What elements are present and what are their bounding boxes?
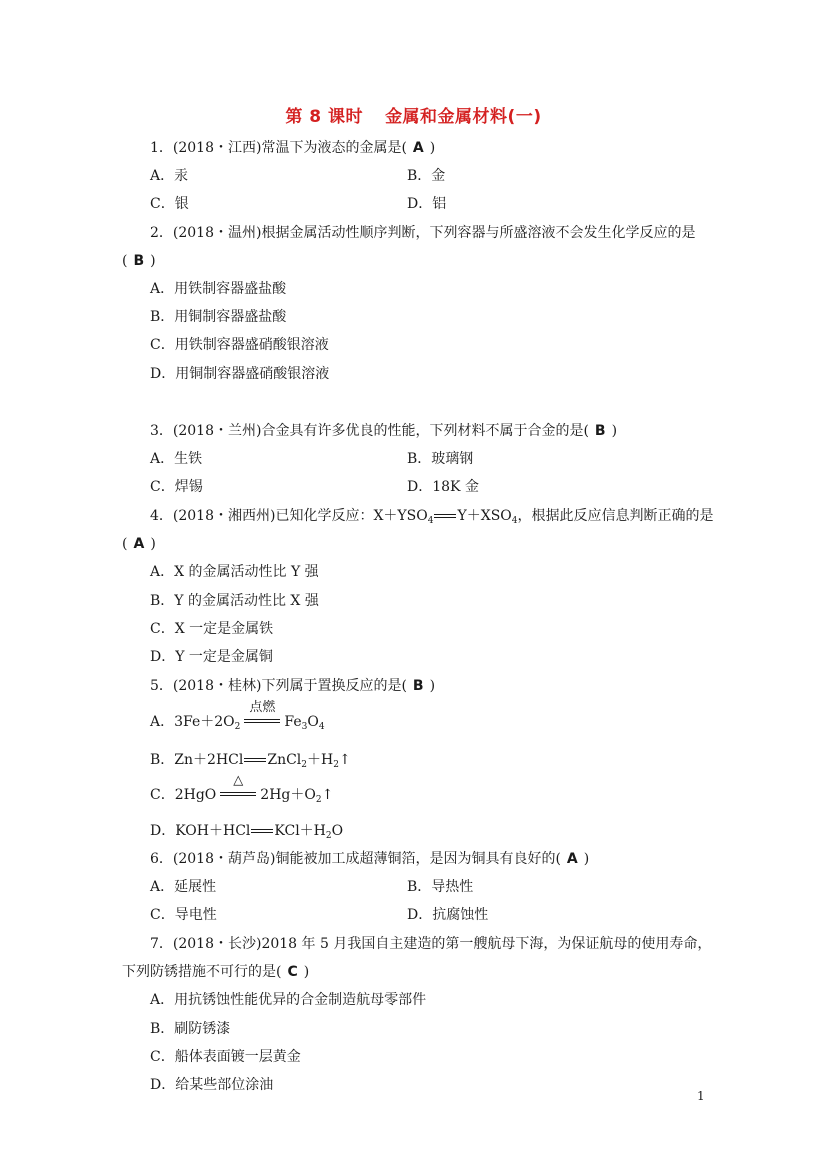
page-number: 1 bbox=[697, 1089, 705, 1103]
question-6-option-c: C．导电性 bbox=[150, 907, 217, 923]
question-3-option-c: C．焊锡 bbox=[150, 479, 203, 495]
question-5-option-c: C．2HgO △ $2Hg+O_2↑$ bbox=[150, 773, 334, 805]
question-3-stem: 3．(2018・兰州)合金具有许多优良的性能，下列材料不属于合金的是( B ) bbox=[150, 423, 618, 439]
question-4-option-b: B．Y 的金属活动性比 X 强 bbox=[150, 593, 319, 609]
question-5-stem: 5．(2018・桂林)下列属于置换反应的是( B ) bbox=[150, 678, 436, 694]
question-5-option-b: B．Zn＋2HCl $ZnCl_2+H_2↑$ bbox=[150, 752, 351, 770]
question-7-option-a: A．用抗锈蚀性能优异的合金制造航母零部件 bbox=[150, 992, 427, 1008]
question-7-option-d: D．给某些部位涂油 bbox=[150, 1077, 274, 1093]
title-lesson: 第 8 课时 bbox=[285, 107, 364, 127]
question-6-stem: 6．(2018・葫芦岛)铜能被加工成超薄铜箔，是因为铜具有良好的( A ) bbox=[150, 851, 590, 867]
equals-sign bbox=[251, 829, 273, 833]
question-4-option-c: C．X 一定是金属铁 bbox=[150, 621, 274, 637]
equals-sign bbox=[434, 514, 456, 518]
question-5-option-a: A．$3Fe+2O_2$ 点燃 $Fe_3O_4$ bbox=[150, 700, 325, 732]
question-4-answer-line: ( A ) bbox=[122, 536, 156, 552]
question-1-option-d: D．铝 bbox=[407, 196, 447, 212]
question-1-stem: 1．(2018・江西)常温下为液态的金属是( A ) bbox=[150, 140, 436, 156]
question-3-option-a: A．生铁 bbox=[150, 451, 203, 467]
question-7-option-c: C．船体表面镀一层黄金 bbox=[150, 1049, 301, 1065]
question-4-stem: 4．(2018・湘西州)已知化学反应：$X+YSO_4$ $Y+XSO_4$，根据此反应信息判断正确的是 bbox=[150, 508, 714, 526]
question-1-option-c: C．银 bbox=[150, 196, 189, 212]
question-6-option-b: B．导热性 bbox=[407, 879, 474, 895]
question-6-answer: A bbox=[566, 851, 578, 867]
question-6-option-a: A．延展性 bbox=[150, 879, 217, 895]
question-5-option-d: D．KOH＋HCl $KCl+H_2O$ bbox=[150, 823, 344, 841]
question-7-answer: C bbox=[287, 964, 298, 980]
question-2-option-a: A．用铁制容器盛盐酸 bbox=[150, 281, 287, 297]
question-1-answer: A bbox=[412, 140, 424, 156]
page-title bbox=[0, 102, 827, 127]
question-6-option-d: D．抗腐蚀性 bbox=[407, 907, 489, 923]
question-7-stem: 7．(2018・长沙)2018 年 5 月我国自主建造的第一艘航母下海，为保证航母的使用寿命， bbox=[150, 936, 712, 952]
question-1-option-b: B．金 bbox=[407, 168, 446, 184]
question-3-option-d: D．18K 金 bbox=[407, 479, 479, 495]
question-4-answer: A bbox=[133, 536, 145, 552]
question-3-answer: B bbox=[594, 423, 606, 439]
reaction-condition: 点燃 bbox=[244, 713, 280, 731]
question-2-option-b: B．用铜制容器盛盐酸 bbox=[150, 309, 287, 325]
question-3-option-b: B．玻璃钢 bbox=[407, 451, 474, 467]
equals-sign bbox=[244, 758, 266, 762]
question-1-option-a: A．汞 bbox=[150, 168, 189, 184]
question-4-option-a: A．X 的金属活动性比 Y 强 bbox=[150, 564, 319, 580]
question-7-stem-continued: 下列防锈措施不可行的是( C ) bbox=[122, 964, 310, 980]
question-2-option-c: C．用铁制容器盛硝酸银溶液 bbox=[150, 337, 329, 353]
reaction-condition: △ bbox=[220, 786, 256, 804]
question-2-answer: B bbox=[133, 253, 145, 269]
question-2-answer-line: ( B ) bbox=[122, 253, 156, 269]
question-4-option-d: D．Y 一定是金属铜 bbox=[150, 649, 273, 665]
question-5-answer: B bbox=[412, 678, 424, 694]
question-2-stem: 2．(2018・温州)根据金属活动性顺序判断，下列容器与所盛溶液不会发生化学反应的是 bbox=[150, 225, 696, 241]
title-topic: 金属和金属材料(一) bbox=[385, 107, 542, 127]
question-7-option-b: B．刷防锈漆 bbox=[150, 1021, 231, 1037]
question-2-option-d: D．用铜制容器盛硝酸银溶液 bbox=[150, 366, 330, 382]
